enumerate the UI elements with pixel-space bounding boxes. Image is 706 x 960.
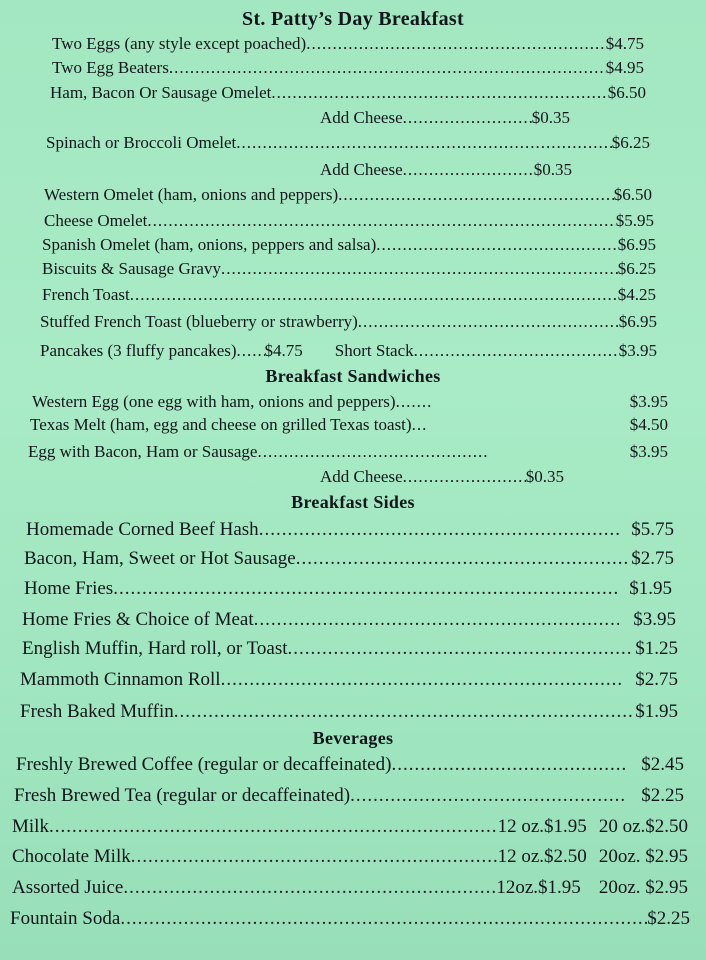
menu-item	[24, 578, 672, 600]
leader-dots	[403, 160, 534, 180]
item-price-12oz: 12 oz.$2.50	[497, 846, 587, 867]
item-name: Egg with Bacon, Ham or Sausage	[28, 442, 258, 461]
leader-dots	[414, 341, 619, 361]
leader-dots	[288, 638, 634, 660]
item-name: Two Eggs (any style except poached)	[52, 34, 307, 53]
item-price: $6.95	[617, 235, 656, 254]
menu-item	[52, 34, 644, 54]
menu-item	[28, 442, 668, 462]
item-name: French Toast	[42, 285, 130, 304]
menu-item	[42, 285, 656, 305]
item-name: Home Fries	[24, 578, 114, 599]
leader-dots	[350, 785, 627, 807]
item-name: Fresh Brewed Tea (regular or decaffeinated)	[14, 785, 351, 806]
menu-item	[42, 235, 656, 255]
item-name: Mammoth Cinnamon Roll	[20, 669, 221, 690]
menu-item	[42, 259, 656, 279]
menu-item	[52, 58, 644, 78]
menu-item	[22, 638, 678, 660]
item-name: English Muffin, Hard roll, or Toast	[22, 638, 288, 659]
menu-item	[12, 846, 688, 868]
leader-dots	[257, 442, 487, 462]
item-price: $4.75	[605, 34, 644, 53]
item-name: Fountain Soda	[10, 908, 121, 929]
leader-dots	[391, 754, 627, 776]
leader-dots	[174, 701, 634, 723]
menu-addon	[320, 108, 570, 128]
leader-dots	[358, 312, 619, 332]
item-price: $3.95	[629, 392, 668, 411]
menu-item	[20, 701, 678, 723]
item-price: $3.95	[633, 609, 676, 630]
leader-dots	[296, 548, 630, 570]
menu-item	[50, 83, 646, 103]
leader-dots	[259, 519, 620, 541]
menu-item	[32, 392, 668, 412]
item-price-12oz: 12oz.$1.95	[496, 877, 581, 898]
menu-title: St. Patty’s Day Breakfast	[242, 8, 464, 30]
pancakes-row	[40, 341, 657, 361]
item-name: Home Fries & Choice of Meat	[22, 609, 254, 630]
leader-dots	[254, 609, 620, 631]
menu-item	[26, 519, 674, 541]
item-price: $4.50	[629, 415, 668, 434]
item-price: $6.50	[607, 83, 646, 102]
item-name: Texas Melt (ham, egg and cheese on grilled Texas toast)	[30, 415, 412, 434]
leader-dots	[237, 341, 265, 361]
menu-item	[30, 415, 668, 435]
item-price: $3.95	[629, 442, 668, 461]
item-name: Two Egg Beaters	[52, 58, 169, 77]
leader-dots	[113, 578, 617, 600]
item-name: Pancakes (3 fluffy pancakes)	[40, 341, 237, 360]
leader-dots	[338, 185, 614, 205]
item-price-20oz: 20oz. $2.95	[598, 877, 688, 898]
leader-dots	[147, 211, 615, 231]
item-name: Spinach or Broccoli Omelet	[46, 133, 237, 152]
menu-item	[14, 785, 684, 807]
item-price: $4.75	[264, 341, 303, 360]
item-price: $4.25	[617, 285, 656, 304]
leader-dots	[131, 846, 498, 868]
item-price: $6.50	[613, 185, 652, 204]
item-name: Freshly Brewed Coffee (regular or decaffeinated)	[16, 754, 392, 775]
menu-item	[46, 133, 650, 153]
item-price: $4.95	[605, 58, 644, 77]
item-price: $5.75	[631, 519, 674, 540]
short-stack-name: Short Stack	[334, 341, 414, 360]
item-name: Milk	[12, 816, 49, 837]
leader-dots	[396, 392, 432, 412]
section-heading-sandwiches: Breakfast Sandwiches	[265, 366, 441, 386]
item-name: Western Egg (one egg with ham, onions and peppers)	[32, 392, 396, 411]
item-name: Spanish Omelet (ham, onions, peppers and salsa)	[42, 235, 377, 254]
item-name: Assorted Juice	[12, 877, 124, 898]
item-name: Homemade Corned Beef Hash	[26, 519, 259, 540]
item-price: $0.35	[531, 108, 570, 127]
leader-dots	[120, 908, 647, 930]
leader-dots	[306, 34, 606, 54]
item-name: Western Omelet (ham, onions and peppers)	[44, 185, 339, 204]
menu-addon	[320, 160, 572, 180]
item-price: $2.45	[641, 754, 684, 775]
leader-dots	[123, 877, 496, 899]
leader-dots	[236, 133, 611, 153]
item-price: $2.75	[631, 548, 674, 569]
item-price: $1.95	[629, 578, 672, 599]
item-price: $6.25	[611, 133, 650, 152]
leader-dots	[130, 285, 618, 305]
item-name: Add Cheese	[320, 108, 403, 127]
item-name: Chocolate Milk	[12, 846, 131, 867]
item-name: Cheese Omelet	[44, 211, 148, 230]
item-price: $2.25	[647, 908, 690, 929]
item-name: Biscuits & Sausage Gravy	[42, 259, 221, 278]
item-price: $6.95	[618, 312, 657, 331]
menu-item	[12, 877, 688, 899]
section-heading-sides: Breakfast Sides	[291, 492, 415, 512]
item-name: Add Cheese	[320, 467, 403, 486]
menu-item	[44, 185, 652, 205]
menu-item	[16, 754, 684, 776]
item-name: Fresh Baked Muffin	[20, 701, 174, 722]
item-price: $1.25	[635, 638, 678, 659]
item-name: Bacon, Ham, Sweet or Hot Sausage	[24, 548, 296, 569]
item-name: Add Cheese	[320, 160, 403, 179]
leader-dots	[221, 259, 618, 279]
leader-dots	[403, 108, 532, 128]
item-price: $2.75	[635, 669, 678, 690]
item-price: $6.25	[617, 259, 656, 278]
leader-dots	[169, 58, 606, 78]
menu-item	[40, 312, 657, 332]
leader-dots	[403, 467, 526, 487]
menu-item	[24, 548, 674, 570]
leader-dots	[376, 235, 617, 255]
menu-item	[12, 816, 688, 838]
item-price-20oz: 20 oz.$2.50	[598, 816, 688, 837]
item-name: Ham, Bacon Or Sausage Omelet	[50, 83, 272, 102]
item-price: $0.35	[533, 160, 572, 179]
menu-item	[10, 908, 690, 930]
item-price: $1.95	[635, 701, 678, 722]
section-heading-beverages: Beverages	[312, 728, 394, 748]
short-stack-price: $3.95	[618, 341, 657, 360]
leader-dots	[271, 83, 607, 103]
item-price: $2.25	[641, 785, 684, 806]
menu-item	[22, 609, 676, 631]
leader-dots	[221, 669, 622, 691]
leader-dots	[49, 816, 498, 838]
item-price-20oz: 20oz. $2.95	[598, 846, 688, 867]
item-price: $0.35	[525, 467, 564, 486]
leader-dots	[412, 415, 426, 435]
item-name: Stuffed French Toast (blueberry or strawberry)	[40, 312, 358, 331]
menu-addon	[320, 467, 564, 487]
menu-item	[20, 669, 678, 691]
item-price-12oz: 12 oz.$1.95	[497, 816, 587, 837]
item-price: $5.95	[615, 211, 654, 230]
menu-item	[44, 211, 654, 231]
